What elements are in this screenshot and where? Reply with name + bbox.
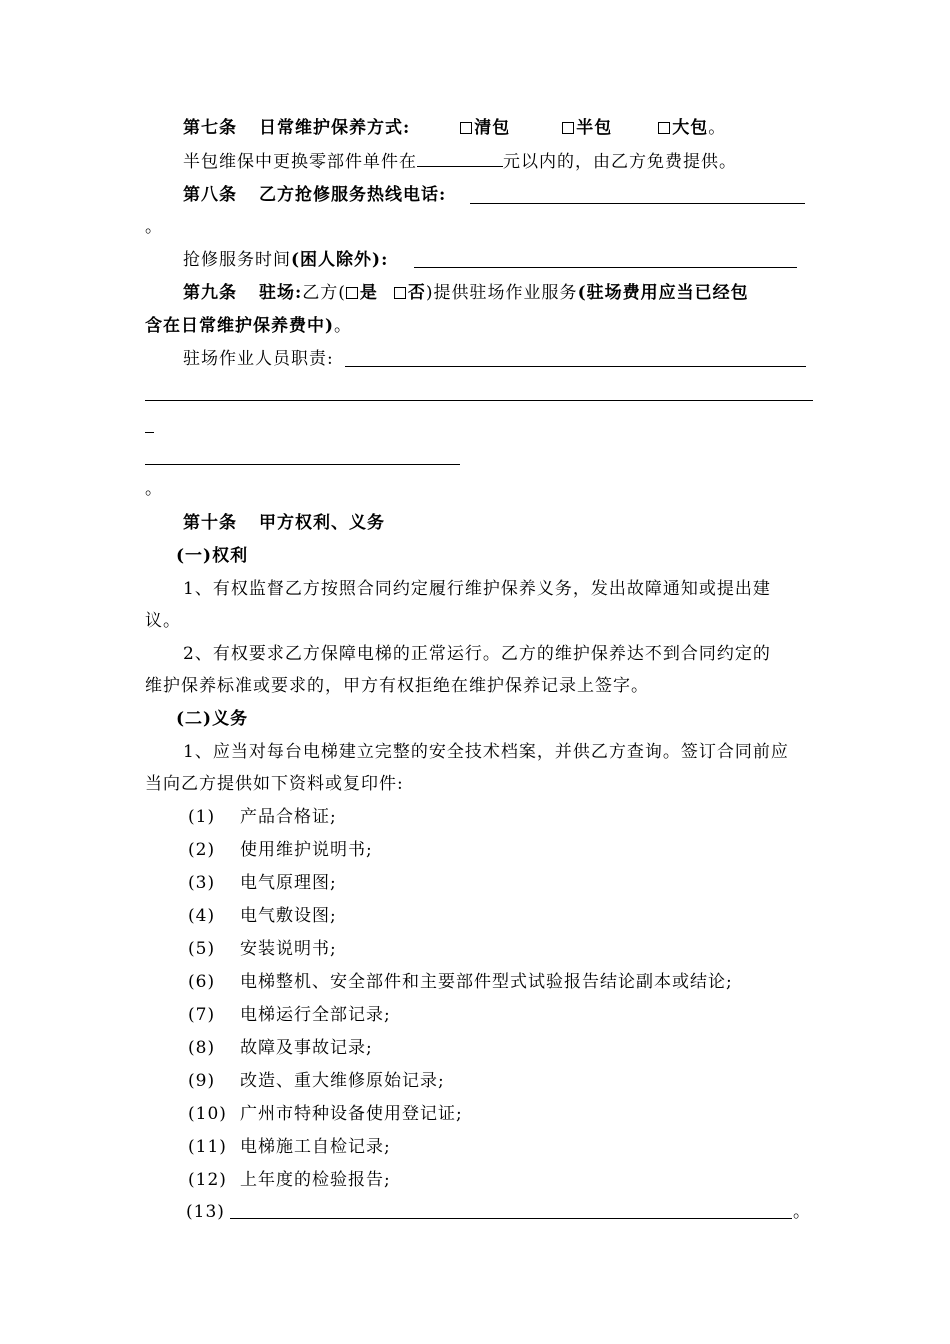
checkbox-yes[interactable] xyxy=(346,287,358,299)
list-item: (6) 电梯整机、安全部件和主要部件型式试验报告结论副本或结论; xyxy=(188,972,733,992)
staff-duty-blank-1[interactable] xyxy=(345,366,806,367)
rescue-time-line xyxy=(183,249,388,271)
article-7-label: 日常维护保养方式: xyxy=(259,118,411,138)
item-13-number: (13) xyxy=(186,1202,225,1222)
article-9-line-2 xyxy=(145,315,352,337)
item-13-blank[interactable] xyxy=(230,1218,792,1219)
parts-limit-amount-blank[interactable] xyxy=(417,150,503,167)
list-item: (8) 故障及事故记录; xyxy=(188,1038,373,1058)
duty-1-line-1: 1、应当对每台电梯建立完整的安全技术档案，并供乙方查询。签订合同前应 xyxy=(183,742,789,762)
right-2-line-2: 维护保养标准或要求的，甲方有权拒绝在维护保养记录上签字。 xyxy=(145,676,649,696)
option-banbao: 半包 xyxy=(576,118,613,138)
document-list xyxy=(188,806,733,1202)
parts-limit-text-before: 半包维保中更换零部件单件在 xyxy=(183,152,417,172)
checkbox-banbao[interactable] xyxy=(562,122,574,134)
article-9-note-end: 。 xyxy=(334,316,353,336)
article-8-tail: 。 xyxy=(145,217,163,237)
rescue-time-blank[interactable] xyxy=(414,267,797,268)
rescue-time-label: 抢修服务时间 xyxy=(183,250,291,270)
list-item: (11) 电梯施工自检记录; xyxy=(188,1137,391,1157)
option-no: 否 xyxy=(407,283,426,303)
list-item: (4) 电气敷设图; xyxy=(188,906,337,926)
list-item: (12) 上年度的检验报告; xyxy=(188,1170,391,1190)
option-qingbao: 清包 xyxy=(474,118,511,138)
list-item: (10) 广州市特种设备使用登记证; xyxy=(188,1104,463,1124)
list-item: (1) 产品合格证; xyxy=(188,807,337,827)
article-10-label: 甲方权利、义务 xyxy=(259,513,385,533)
list-item: (7) 电梯运行全部记录; xyxy=(188,1005,391,1025)
staff-duty-tail: 。 xyxy=(145,479,163,499)
staff-duty-label: 驻场作业人员职责: xyxy=(183,349,334,369)
list-item: (5) 安装说明书; xyxy=(188,939,337,959)
article-9-note-b: 含在日常维护保养费中) xyxy=(145,316,335,336)
staff-duty-blank-4[interactable] xyxy=(145,464,460,465)
option-yes: 是 xyxy=(359,283,378,303)
right-1-line-1: 1、有权监督乙方按照合同约定履行维护保养义务，发出故障通知或提出建 xyxy=(183,579,771,599)
hotline-blank[interactable] xyxy=(470,203,805,204)
article-8-label: 乙方抢修服务热线电话: xyxy=(259,185,447,205)
right-1-line-2: 议。 xyxy=(145,611,181,631)
article-9-party: 乙方( xyxy=(302,283,346,303)
list-item: (9) 改造、重大维修原始记录; xyxy=(188,1071,445,1091)
article-10-line xyxy=(183,512,385,534)
parts-limit-text-after: 元以内的，由乙方免费提供。 xyxy=(503,152,737,172)
article-8-title: 第八条 xyxy=(183,185,237,205)
list-item: (3) 电气原理图; xyxy=(188,873,337,893)
article-8-line xyxy=(183,184,446,206)
duty-1-line-2: 当向乙方提供如下资料或复印件: xyxy=(145,774,404,794)
staff-duty-blank-2[interactable] xyxy=(145,400,813,401)
article-9-note-a: (驻场费用应当已经包 xyxy=(577,283,749,303)
rescue-time-note: (困人除外): xyxy=(291,250,389,270)
duties-heading: (二)义务 xyxy=(176,709,249,729)
option-dabao: 大包 xyxy=(672,118,709,138)
article-9-line xyxy=(183,282,749,304)
right-2-line-1: 2、有权要求乙方保障电梯的正常运行。乙方的维护保养达不到合同约定的 xyxy=(183,644,771,664)
checkbox-dabao[interactable] xyxy=(658,122,670,134)
article-9-label: 驻场: xyxy=(259,283,303,303)
article-10-title: 第十条 xyxy=(183,513,237,533)
checkbox-qingbao[interactable] xyxy=(460,122,472,134)
item-13-end: 。 xyxy=(793,1202,811,1222)
list-item: (2) 使用维护说明书; xyxy=(188,840,373,860)
checkbox-no[interactable] xyxy=(394,287,406,299)
rights-heading: (一)权利 xyxy=(176,546,249,566)
staff-duty-blank-3[interactable] xyxy=(145,432,154,433)
article-7-title: 第七条 xyxy=(183,118,237,138)
article-9-title: 第九条 xyxy=(183,283,237,303)
parts-limit-line xyxy=(183,150,737,173)
article-7-end: 。 xyxy=(708,118,727,138)
article-9-service: )提供驻场作业服务 xyxy=(425,283,578,303)
article-7-line xyxy=(183,117,726,139)
